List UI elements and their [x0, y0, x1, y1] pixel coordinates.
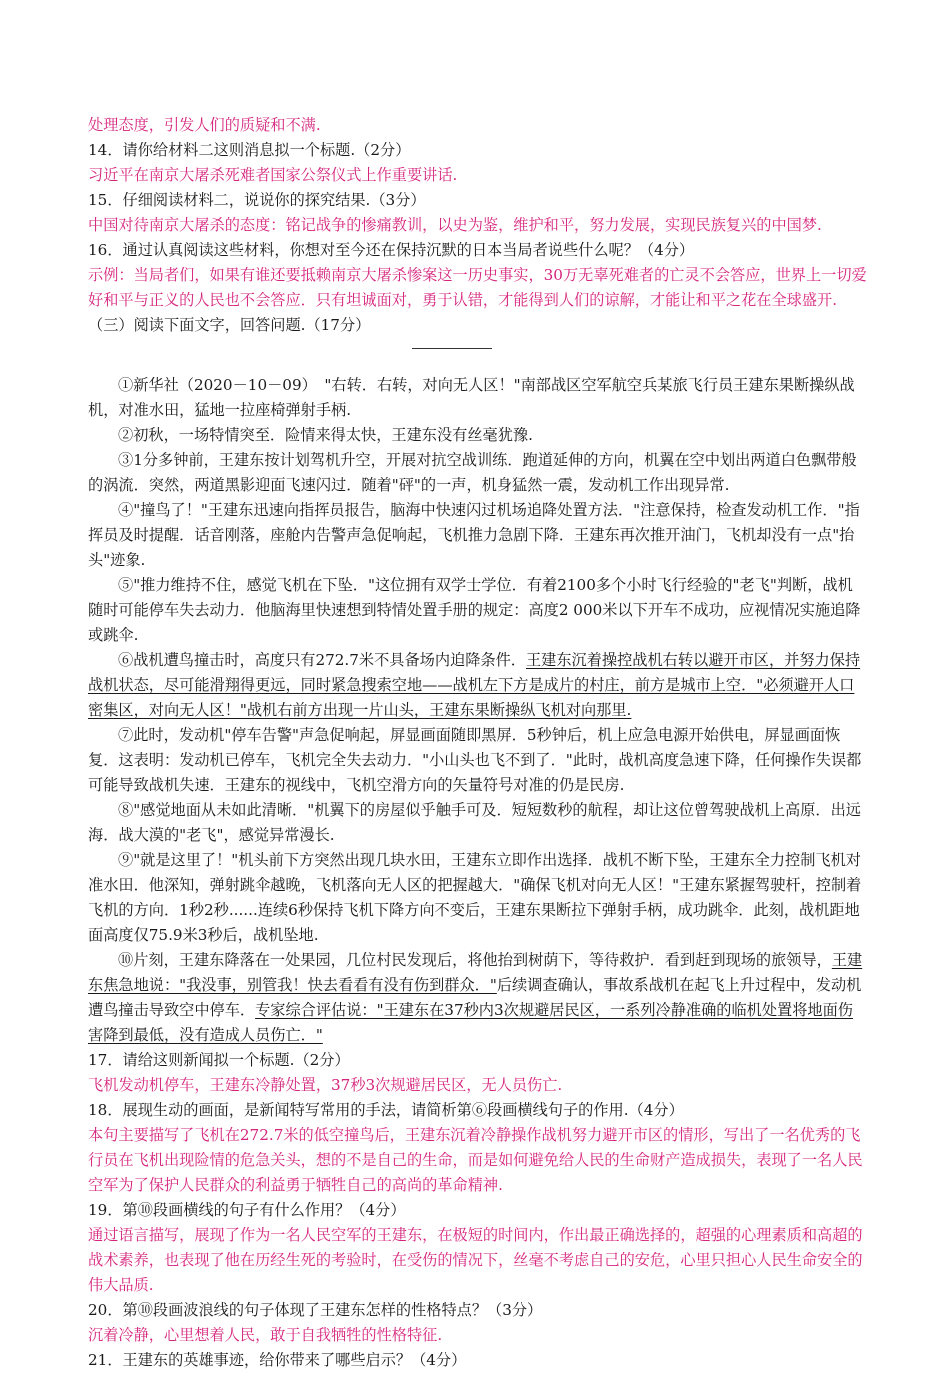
- document-page: [88, 113, 868, 1373]
- paragraph-6-lead: ⑥战机遭鸟撞击时，高度只有272.7米不具备场内迫降条件．: [118, 651, 526, 669]
- paragraph-10-middle: 后续调查确认，事故系战机在起飞上升过程中，发动机遭鸟撞击导致空中停车．: [88, 976, 862, 1019]
- answer-17: 飞机发动机停车，王建东冷静处置，37秒3次规避居民区，无人员伤亡.: [88, 1076, 563, 1094]
- article-paragraph-4: ④"撞鸟了！"王建东迅速向指挥员报告，脑海中快速闪过机场追降处置方法．"注意保持，检查发动机工作．"指挥员及时提醒．话音刚落，座舱内告警声急促响起，飞机推力急剧下降．王建东再次推开油门，飞机却没有一点"抬头"迹象.: [88, 501, 860, 569]
- question-20: 20．第⑩段画波浪线的句子体现了王建东怎样的性格特点？（3分）: [88, 1301, 543, 1319]
- answer-16: 示例：当局者们，如果有谁还要抵赖南京大屠杀惨案这一历史事实，30万无辜死难者的亡灵不会答应，世界上一切爱好和平与正义的人民也不会答应．只有坦诚面对，勇于认错，才能得到人们的谅解，才能让和平之花在全球盛开.: [88, 266, 867, 309]
- question-21: 21．王建东的英雄事迹，给你带来了哪些启示？（4分）: [88, 1351, 467, 1369]
- article-paragraph-9: ⑨"就是这里了！"机头前下方突然出现几块水田，王建东立即作出选择．战机不断下坠，王建东全力控制飞机对准水田．他深知，弹射跳伞越晚，飞机落向无人区的把握越大．"确保飞机对向无人区！"王建东紧握驾驶杆，控制着飞机的方向．1秒2秒......连续6秒保持飞机下降方向不变后，王建东果断拉下弹射手柄，成功跳伞．此刻，战机距地面高度仅75.9米3秒后，战机坠地.: [88, 851, 862, 944]
- section-3-heading: （三）阅读下面文字，回答问题.（17分）: [88, 316, 371, 334]
- article-paragraph-6: [88, 648, 868, 723]
- answer-18: 本句主要描写了飞机在272.7米的低空撞鸟后，王建东沉着冷静操作战机努力避开市区的情形，写出了一名优秀的飞行员在飞机出现险情的危急关头，想的不是自己的生命，而是如何避免给人民的生命财产造成损失，表现了一名人民空军为了保护人民群众的利益勇于牺牲自己的高尚的革命精神.: [88, 1126, 863, 1194]
- question-19: 19．第⑩段画横线的句子有什么作用？（4分）: [88, 1201, 406, 1219]
- paragraph-10-wavy-sentence: 专家综合评估说："王建东在37秒内3次规避居民区，一系列冷静准确的临机处置将地面伤害降到最低，没有造成人员伤亡．": [88, 1001, 853, 1044]
- paragraph-10-underlined-sentence: 王建东焦急地说："我没事，别管我！快去看看有没有伤到群众．": [88, 951, 863, 994]
- title-blank-wrap: [88, 348, 868, 373]
- answer-20: 沉着冷静，心里想着人民，敢于自我牺牲的性格特征.: [88, 1326, 443, 1344]
- question-16: 16．通过认真阅读这些材料，你想对至今还在保持沉默的日本当局者说些什么呢？（4分）: [88, 241, 695, 259]
- article-paragraph-1: ①新华社（2020－10－09） "右转．右转，对向无人区！"南部战区空军航空兵某旅飞行员王建东果断操纵战机，对准水田，猛地一拉座椅弹射手柄.: [88, 376, 855, 419]
- article-paragraph-10: [88, 948, 868, 1048]
- article-paragraph-5: ⑤"推力维持不住，感觉飞机在下坠．"这位拥有双学士学位．有着2100多个小时飞行经验的"老飞"判断，战机随时可能停车失去动力．他脑海里快速想到特情处置手册的规定：高度2 000米以下开车不成功，应视情况实施追降或跳伞.: [88, 576, 861, 644]
- title-blank-line: [412, 348, 492, 349]
- paragraph-10-lead: ⑩片刻，王建东降落在一处果园，几位村民发现后，将他抬到树荫下，等待救护．看到赶到现场的旅领导，: [118, 951, 832, 969]
- question-14: 14．请你给材料二这则消息拟一个标题.（2分）: [88, 141, 411, 159]
- article-paragraph-8: ⑧"感觉地面从未如此清晰．"机翼下的房屋似乎触手可及．短短数秒的航程，却让这位曾驾驶战机上高原．出远海．战大漠的"老飞"，感觉异常漫长.: [88, 801, 861, 844]
- question-17: 17．请给这则新闻拟一个标题.（2分）: [88, 1051, 350, 1069]
- answer-13-continued: 处理态度，引发人们的质疑和不满.: [88, 116, 321, 134]
- article-paragraph-3: ③1分多钟前，王建东按计划驾机升空，开展对抗空战训练．跑道延伸的方向，机翼在空中划出两道白色飘带般的涡流．突然，两道黑影迎面飞速闪过．随着"砰"的一声，机身猛然一震，发动机工作出现异常.: [88, 451, 857, 494]
- answer-19: 通过语言描写，展现了作为一名人民空军的王建东，在极短的时间内，作出最正确选择的，超强的心理素质和高超的战术素养，也表现了他在历经生死的考验时，在受伤的情况下，丝毫不考虑自己的安危，心里只担心人民生命安全的伟大品质.: [88, 1226, 863, 1294]
- paragraph-6-underlined-sentence: 王建东沉着操控战机右转以避开市区，并努力保持战机状态，尽可能滑翔得更远，同时紧急搜索空地——战机左下方是成片的村庄，前方是城市上空．"必须避开人口密集区，对向无人区！"战机右前方出现一片山头，王建东果断操纵飞机对向那里.: [88, 651, 861, 719]
- question-15: 15．仔细阅读材料二，说说你的探究结果.（3分）: [88, 191, 426, 209]
- answer-15: 中国对待南京大屠杀的态度：铭记战争的惨痛教训，以史为鉴，维护和平，努力发展，实现民族复兴的中国梦.: [88, 216, 822, 234]
- question-18: 18．展现生动的画面，是新闻特写常用的手法，请简析第⑥段画横线句子的作用.（4分）: [88, 1101, 684, 1119]
- answer-14: 习近平在南京大屠杀死难者国家公祭仪式上作重要讲话.: [88, 166, 458, 184]
- article-paragraph-2: ②初秋，一场特情突至．险情来得太快，王建东没有丝毫犹豫.: [118, 426, 533, 444]
- article-paragraph-7: ⑦此时，发动机"停车告警"声急促响起，屏显画面随即黑屏．5秒钟后，机上应急电源开始供电，屏显画面恢复．这表明：发动机已停车，飞机完全失去动力．"小山头也飞不到了．"此时，战机高度急速下降，任何操作失误都可能导致战机失速．王建东的视线中，飞机空滑方向的矢量符号对准的仍是民房.: [88, 726, 862, 794]
